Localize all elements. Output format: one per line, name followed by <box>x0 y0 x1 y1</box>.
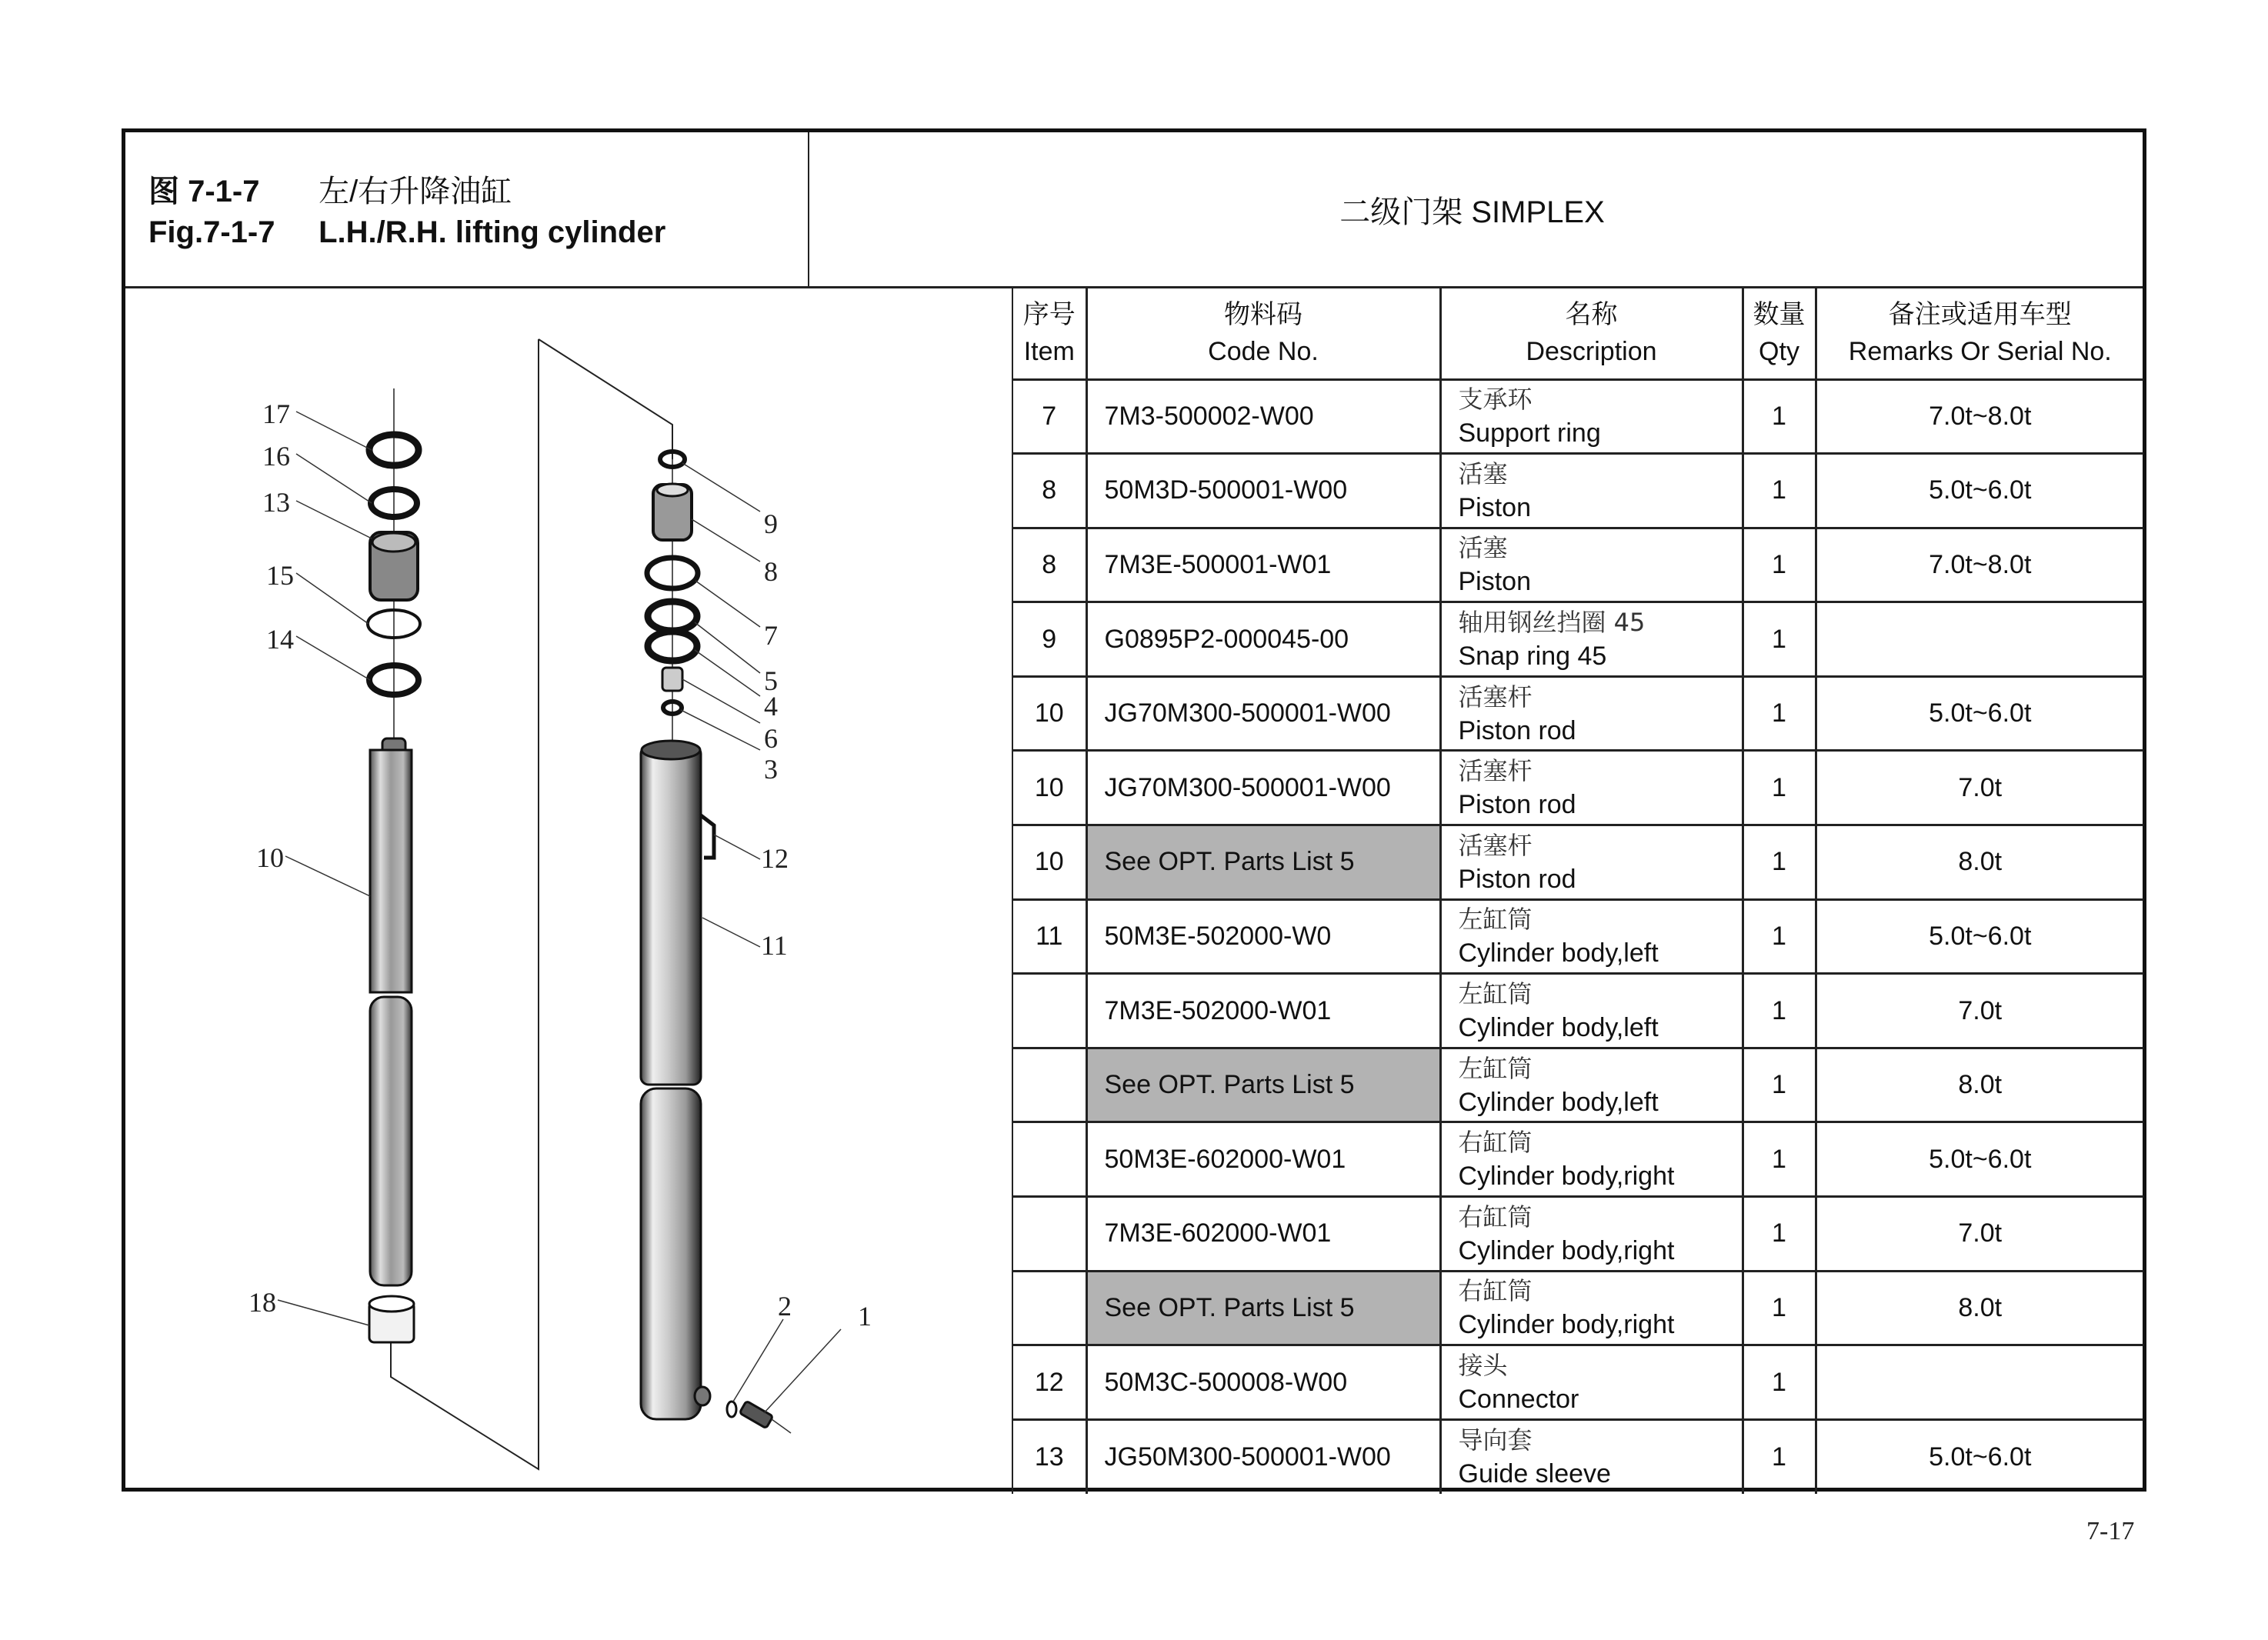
description-cn: 活塞杆 <box>1458 830 1533 860</box>
table-row <box>1012 602 2143 677</box>
code-number-opt-reference: See OPT. Parts List 5 <box>1086 825 1440 900</box>
item-number <box>1012 1048 1086 1122</box>
item-number <box>1012 1122 1086 1197</box>
description-cn: 活塞 <box>1458 458 1508 488</box>
remarks: 5.0t~6.0t <box>1816 676 2143 751</box>
remarks: 7.0t~8.0t <box>1816 528 2143 602</box>
code-number-opt-reference: See OPT. Parts List 5 <box>1086 1048 1440 1122</box>
code-number: 7M3E-602000-W01 <box>1086 1197 1440 1272</box>
remarks: 5.0t~6.0t <box>1816 1419 2143 1494</box>
description-cn: 右缸筒 <box>1458 1202 1533 1232</box>
description-cn: 右缸筒 <box>1458 1276 1533 1306</box>
remarks: 7.0t~8.0t <box>1816 379 2143 454</box>
callout-8: 8 <box>764 556 778 587</box>
description-en: Cylinder body,left <box>1458 1087 1659 1117</box>
description-en: Cylinder body,right <box>1458 1310 1675 1340</box>
code-number: G0895P2-000045-00 <box>1086 602 1440 677</box>
item-number: 10 <box>1012 676 1086 751</box>
col-header-qty: 数量 Qty <box>1743 288 1816 379</box>
item-number: 11 <box>1012 899 1086 974</box>
description-cn: 左缸筒 <box>1458 905 1533 935</box>
figure-name-en: L.H./R.H. lifting cylinder <box>319 215 666 249</box>
figure-code-cn: 图 7-1-7 <box>148 175 260 208</box>
description <box>1440 825 1743 900</box>
quantity: 1 <box>1743 676 1816 751</box>
callout-17: 17 <box>262 398 290 429</box>
figure-name-cn: 左/右升降油缸 <box>319 175 512 208</box>
code-number-opt-reference: See OPT. Parts List 5 <box>1086 1271 1440 1345</box>
description-en: Snap ring 45 <box>1458 642 1607 672</box>
description-en: Piston rod <box>1458 864 1576 894</box>
code-number: 7M3E-500001-W01 <box>1086 528 1440 602</box>
description-cn: 左缸筒 <box>1458 979 1533 1009</box>
description-cn: 活塞杆 <box>1458 682 1533 712</box>
callout-9: 9 <box>764 508 778 539</box>
quantity: 1 <box>1743 528 1816 602</box>
item-number: 13 <box>1012 1419 1086 1494</box>
description-en: Cylinder body,left <box>1458 938 1659 968</box>
description-en: Guide sleeve <box>1458 1459 1611 1489</box>
description <box>1440 899 1743 974</box>
callout-2: 2 <box>778 1291 792 1322</box>
figure-code-en: Fig.7-1-7 <box>148 215 275 249</box>
description-cn: 导向套 <box>1458 1425 1533 1455</box>
description-cn: 轴用钢丝挡圈 45 <box>1458 608 1646 638</box>
col-header-item: 序号 Item <box>1012 288 1086 379</box>
table-row <box>1012 899 2143 974</box>
item-number: 7 <box>1012 379 1086 454</box>
col-header-description: 名称 Description <box>1440 288 1743 379</box>
table-row <box>1012 1122 2143 1197</box>
table-row <box>1012 1197 2143 1272</box>
callout-5: 5 <box>764 665 778 696</box>
figure-title-box <box>125 132 809 288</box>
quantity: 1 <box>1743 1048 1816 1122</box>
callout-14: 14 <box>266 624 294 655</box>
callout-16: 16 <box>262 441 290 472</box>
callout-4: 4 <box>764 691 778 722</box>
col-header-code: 物料码 Code No. <box>1086 288 1440 379</box>
code-number: JG70M300-500001-W00 <box>1086 676 1440 751</box>
description-en: Piston rod <box>1458 715 1576 745</box>
description <box>1440 1271 1743 1345</box>
description-cn: 活塞 <box>1458 533 1508 563</box>
description-cn: 支承环 <box>1458 385 1533 415</box>
remarks: 5.0t~6.0t <box>1816 454 2143 528</box>
code-number: 50M3E-602000-W01 <box>1086 1122 1440 1197</box>
table-row <box>1012 528 2143 602</box>
callout-13: 13 <box>262 487 290 518</box>
item-number: 9 <box>1012 602 1086 677</box>
code-number: 7M3E-502000-W01 <box>1086 974 1440 1048</box>
quantity: 1 <box>1743 1197 1816 1272</box>
description-en: Piston rod <box>1458 790 1576 820</box>
remarks: 7.0t <box>1816 974 2143 1048</box>
quantity: 1 <box>1743 899 1816 974</box>
table-row <box>1012 1271 2143 1345</box>
remarks: 5.0t~6.0t <box>1816 1122 2143 1197</box>
parts-table <box>1012 288 2143 1494</box>
description-en: Support ring <box>1458 418 1601 448</box>
callout-15: 15 <box>266 560 294 591</box>
remarks: 8.0t <box>1816 825 2143 900</box>
table-row <box>1012 751 2143 825</box>
callout-7: 7 <box>764 620 778 651</box>
description-en: Cylinder body,left <box>1458 1013 1659 1043</box>
description <box>1440 602 1743 677</box>
description <box>1440 1197 1743 1272</box>
quantity: 1 <box>1743 1345 1816 1420</box>
description <box>1440 1048 1743 1122</box>
item-number: 10 <box>1012 825 1086 900</box>
description <box>1440 1345 1743 1420</box>
description-en: Connector <box>1458 1385 1579 1415</box>
remarks <box>1816 602 2143 677</box>
table-row <box>1012 1419 2143 1494</box>
item-number: 12 <box>1012 1345 1086 1420</box>
figure-title-cn <box>148 167 512 211</box>
callout-10: 10 <box>256 842 284 873</box>
description-en: Piston <box>1458 567 1531 597</box>
table-row <box>1012 454 2143 528</box>
mast-model-box <box>809 132 2143 288</box>
remarks <box>1816 1345 2143 1420</box>
code-number: 50M3E-502000-W0 <box>1086 899 1440 974</box>
quantity: 1 <box>1743 1419 1816 1494</box>
description <box>1440 528 1743 602</box>
item-number: 10 <box>1012 751 1086 825</box>
item-number <box>1012 1197 1086 1272</box>
figure-title-en <box>148 215 665 250</box>
description-cn: 活塞杆 <box>1458 756 1533 786</box>
callout-1: 1 <box>858 1301 872 1332</box>
callout-11: 11 <box>761 930 788 961</box>
callout-12: 12 <box>761 843 789 874</box>
remarks: 7.0t <box>1816 1197 2143 1272</box>
table-row <box>1012 1345 2143 1420</box>
item-number <box>1012 974 1086 1048</box>
quantity: 1 <box>1743 974 1816 1048</box>
table-row <box>1012 676 2143 751</box>
remarks: 7.0t <box>1816 751 2143 825</box>
description-cn: 接头 <box>1458 1351 1508 1381</box>
quantity: 1 <box>1743 602 1816 677</box>
table-row <box>1012 379 2143 454</box>
description <box>1440 974 1743 1048</box>
description <box>1440 751 1743 825</box>
remarks: 8.0t <box>1816 1271 2143 1345</box>
item-number <box>1012 1271 1086 1345</box>
code-number: 7M3-500002-W00 <box>1086 379 1440 454</box>
table-header-row <box>1012 288 2143 379</box>
table-row <box>1012 1048 2143 1122</box>
page-number: 7-17 <box>2086 1517 2135 1545</box>
callout-6: 6 <box>764 723 778 754</box>
quantity: 1 <box>1743 825 1816 900</box>
description <box>1440 454 1743 528</box>
description-en: Cylinder body,right <box>1458 1235 1675 1265</box>
code-number: JG50M300-500001-W00 <box>1086 1419 1440 1494</box>
remarks: 5.0t~6.0t <box>1816 899 2143 974</box>
code-number: 50M3D-500001-W00 <box>1086 454 1440 528</box>
description <box>1440 676 1743 751</box>
parts-page-frame <box>122 128 2146 1492</box>
item-number: 8 <box>1012 528 1086 602</box>
description-cn: 左缸筒 <box>1458 1053 1533 1083</box>
callout-18: 18 <box>248 1287 276 1318</box>
description <box>1440 379 1743 454</box>
col-header-remarks: 备注或适用车型 Remarks Or Serial No. <box>1816 288 2143 379</box>
code-number: 50M3C-500008-W00 <box>1086 1345 1440 1420</box>
description-en: Piston <box>1458 492 1531 522</box>
quantity: 1 <box>1743 454 1816 528</box>
description <box>1440 1419 1743 1494</box>
table-row <box>1012 825 2143 900</box>
cylinder-exploded-view-icon <box>125 288 1012 1492</box>
description-en: Cylinder body,right <box>1458 1162 1675 1192</box>
description <box>1440 1122 1743 1197</box>
exploded-drawing <box>125 288 1012 1488</box>
quantity: 1 <box>1743 379 1816 454</box>
table-row <box>1012 974 2143 1048</box>
quantity: 1 <box>1743 1271 1816 1345</box>
callout-3: 3 <box>764 754 778 785</box>
item-number: 8 <box>1012 454 1086 528</box>
description-cn: 右缸筒 <box>1458 1128 1533 1158</box>
quantity: 1 <box>1743 1122 1816 1197</box>
remarks: 8.0t <box>1816 1048 2143 1122</box>
code-number: JG70M300-500001-W00 <box>1086 751 1440 825</box>
quantity: 1 <box>1743 751 1816 825</box>
mast-model-label: 二级门架 SIMPLEX <box>1339 195 1605 229</box>
